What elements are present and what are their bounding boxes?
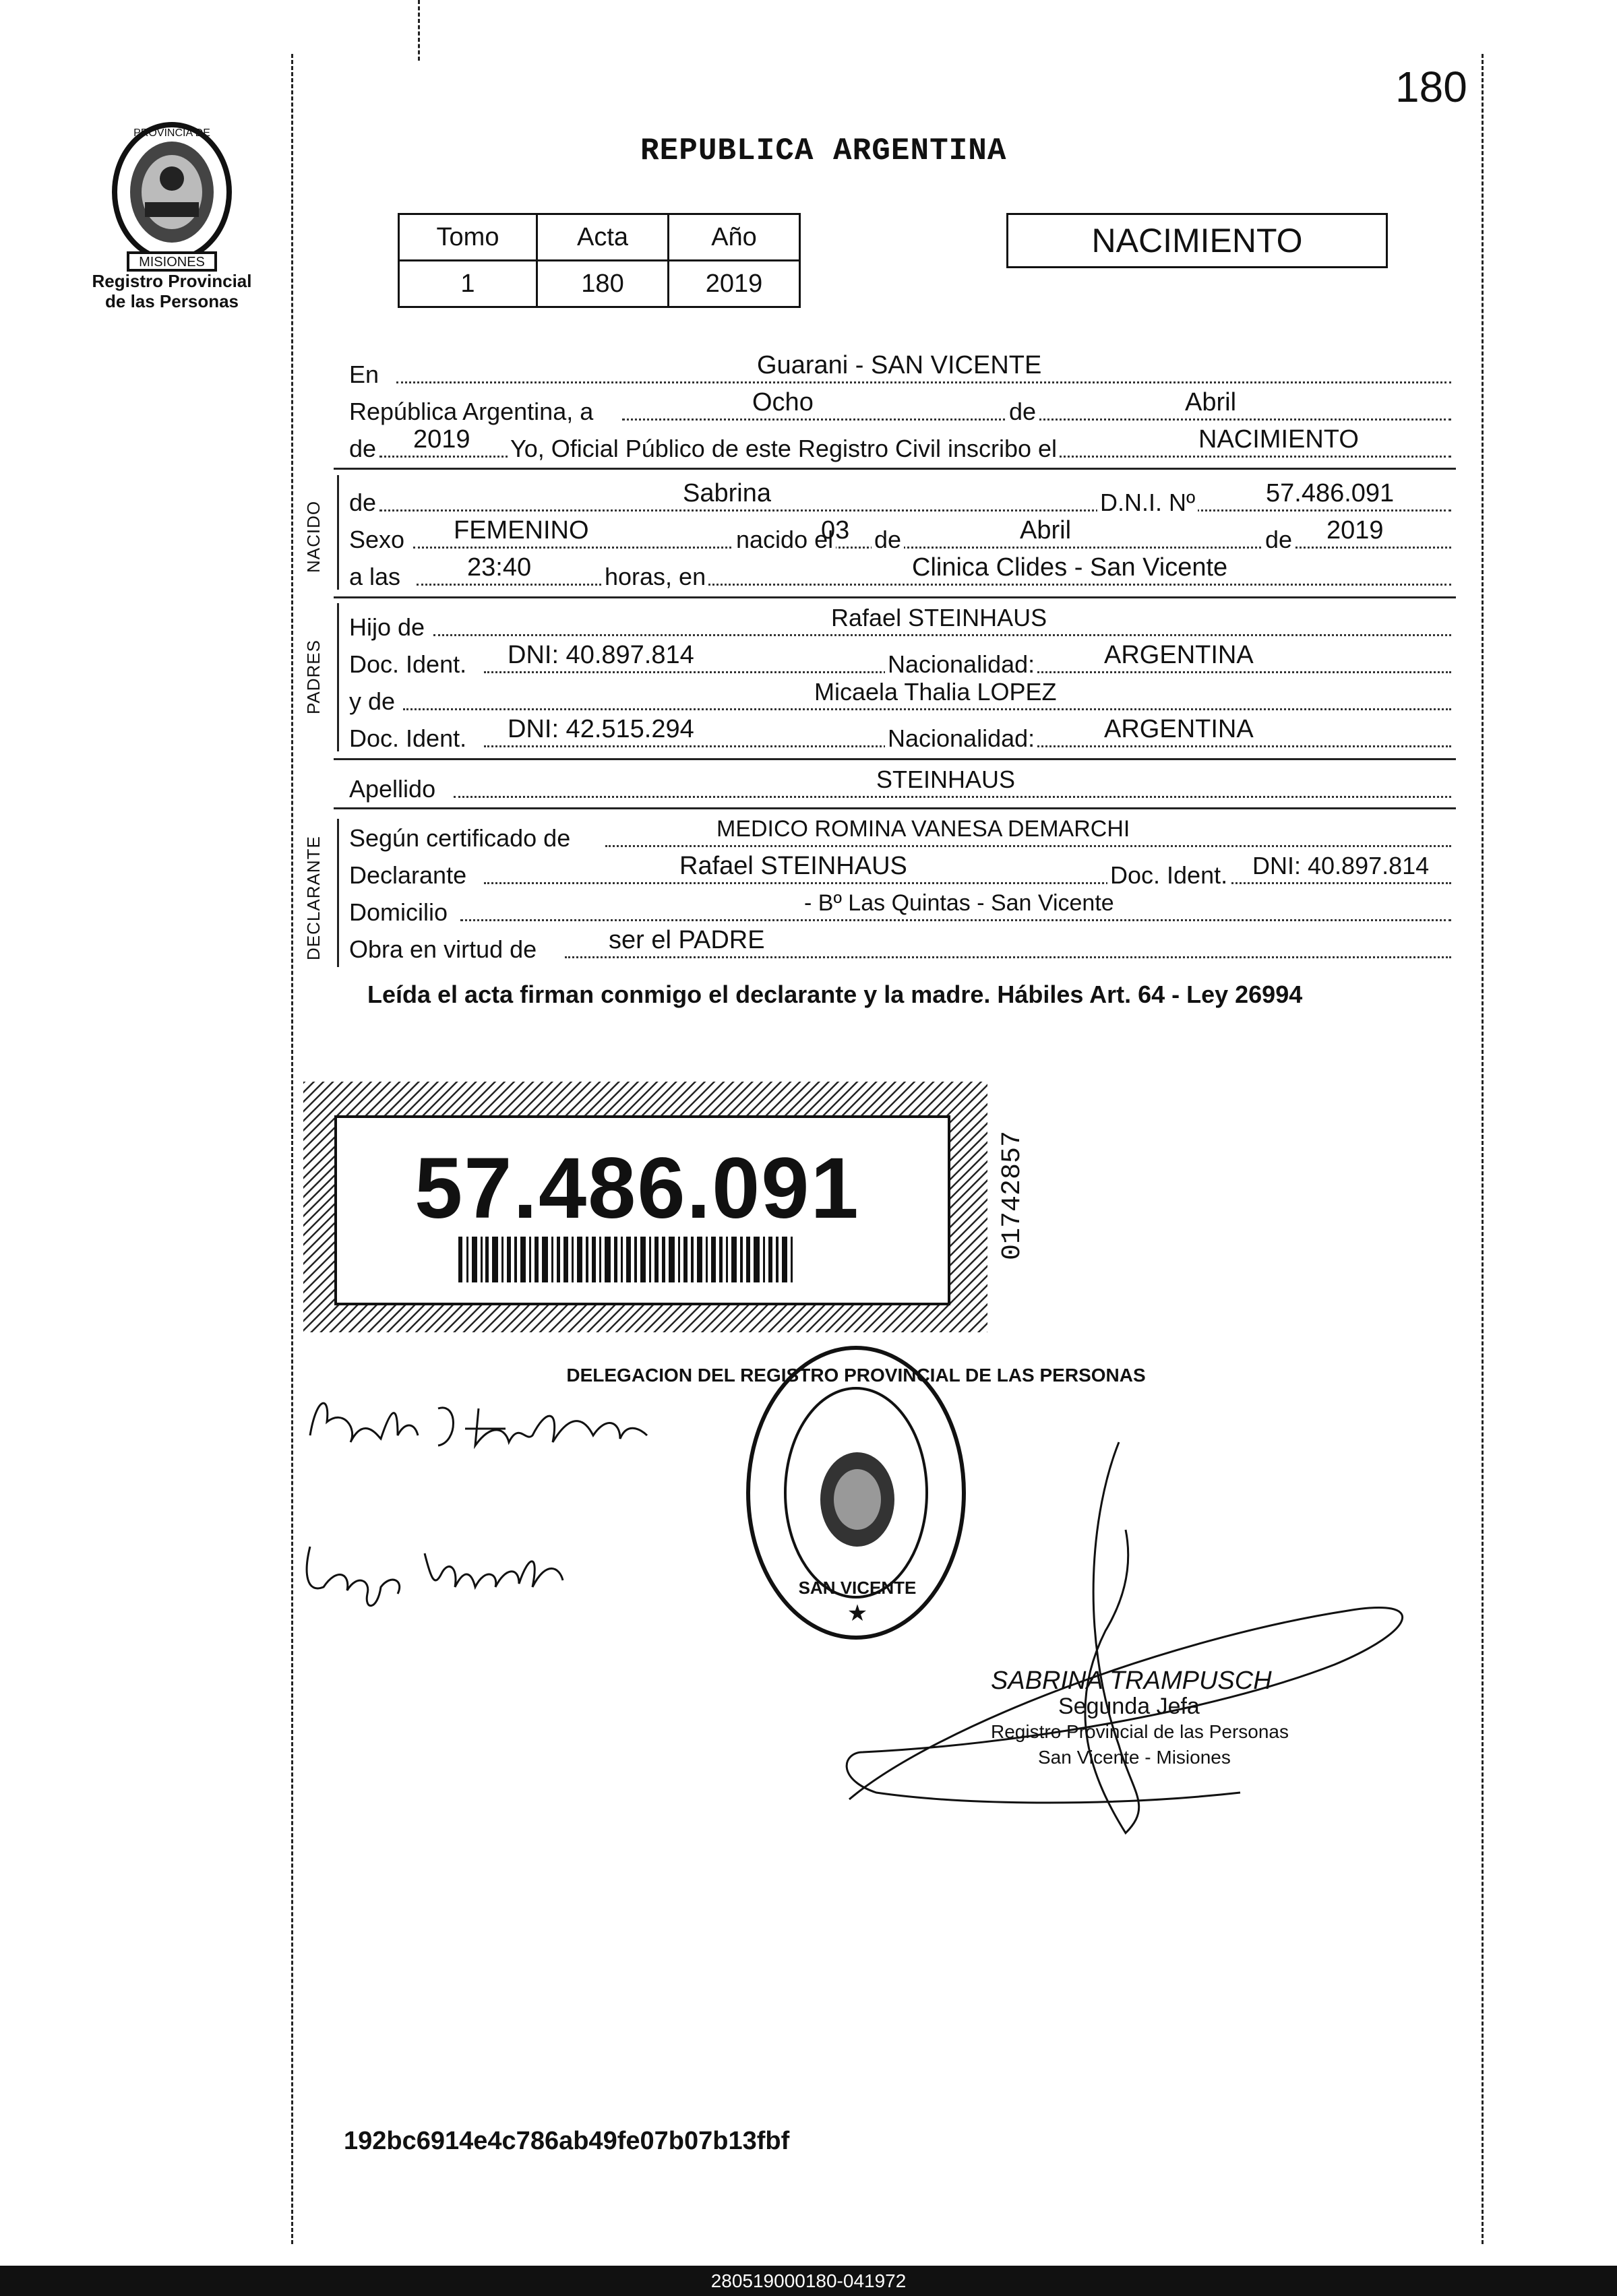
label-de-birth-year: de (1262, 522, 1295, 557)
section-bar-declarante (337, 819, 339, 967)
table-header-tomo: Tomo (399, 214, 537, 261)
label-declarante: Declarante (349, 861, 467, 889)
label-de-name: de (349, 489, 377, 516)
value-time: 23:40 (467, 553, 532, 582)
value-capacity: ser el PADRE (609, 926, 765, 954)
sticker-serial: 01742857 (998, 1130, 1028, 1260)
label-horas-en: horas, en (602, 559, 708, 594)
row-surname (349, 766, 1455, 807)
svg-text:PROVINCIA DE: PROVINCIA DE (133, 127, 210, 139)
table-header-acta: Acta (537, 214, 669, 261)
father-signature (303, 1382, 681, 1462)
dni-security-sticker (303, 1082, 1028, 1332)
label-nacionalidad-mother: Nacionalidad: (885, 721, 1037, 756)
value-record: NACIMIENTO (1198, 425, 1359, 454)
value-father-doc: DNI: 40.897.814 (508, 641, 694, 669)
value-dni: 57.486.091 (1266, 479, 1395, 507)
seal-outer-text: DELEGACION DEL REGISTRO PROVINCIAL DE LAS PERSONAS (566, 1365, 1146, 1386)
section-divider (334, 596, 1456, 598)
right-frame-line (1482, 54, 1484, 2244)
row-mother-doc (349, 715, 1455, 756)
value-mother: Micaela Thalia LOPEZ (814, 678, 1057, 706)
row-year (349, 425, 1455, 466)
table-value-acta: 180 (537, 261, 669, 307)
side-label-nacido: NACIDO (303, 500, 324, 573)
section-divider (334, 468, 1456, 470)
value-father: Rafael STEINHAUS (831, 604, 1047, 631)
side-label-declarante: DECLARANTE (303, 836, 324, 960)
table-header-ano: Año (669, 214, 800, 261)
value-birth-place: Clinica Clides - San Vicente (912, 553, 1228, 582)
side-label-padres: PADRES (303, 640, 324, 714)
value-surname: STEINHAUS (876, 766, 1016, 793)
closing-statement: Leída el acta firman conmigo el declarante y la madre. Hábiles Art. 64 - Ley 26994 (367, 981, 1303, 1008)
record-type-box: NACIMIENTO (1006, 213, 1388, 268)
table-value-row (399, 261, 800, 307)
logo-caption (81, 271, 263, 311)
value-mother-doc: DNI: 42.515.294 (508, 715, 694, 743)
svg-text:MISIONES: MISIONES (139, 255, 205, 270)
footer-code-bar (0, 2266, 1617, 2296)
row-place (349, 351, 1455, 392)
label-doc-ident-declarant: Doc. Ident. (1107, 858, 1230, 893)
value-certificate: MEDICO ROMINA VANESA DEMARCHI (716, 816, 1130, 842)
signer-name: SABRINA TRAMPUSCH (991, 1667, 1272, 1695)
value-mother-nat: ARGENTINA (1104, 715, 1254, 743)
label-yo: Yo, Oficial Público de este Registro Civil inscribo el (508, 431, 1060, 466)
value-birth-day: 03 (821, 516, 850, 545)
label-de-year: de (349, 435, 377, 462)
mother-signature (297, 1526, 580, 1614)
label-doc-ident-mother: Doc. Ident. (349, 724, 467, 752)
label-de-birth-month: de (872, 522, 904, 557)
label-a-las: a las (349, 563, 401, 590)
value-name: Sabrina (683, 479, 771, 507)
label-nacido-el: nacido el (733, 522, 836, 557)
value-month: Abril (1185, 388, 1237, 416)
section-bar-padres (337, 603, 339, 751)
official-signature (836, 1429, 1429, 1847)
value-birth-year: 2019 (1326, 516, 1384, 545)
row-address (349, 890, 1455, 930)
value-place: Guarani - SAN VICENTE (757, 351, 1042, 379)
document-hash: 192bc6914e4c786ab49fe07b07b13fbf (344, 2127, 790, 2155)
section-bar-nacido (337, 475, 339, 590)
label-apellido: Apellido (349, 775, 436, 803)
page-number: 180 (1395, 63, 1467, 111)
label-hijo-de: Hijo de (349, 613, 425, 641)
value-declarant-doc: DNI: 40.897.814 (1252, 852, 1430, 879)
logo-caption-line1: Registro Provincial (92, 271, 252, 291)
logo-caption-line2: de las Personas (105, 291, 239, 311)
seal-inner-text: SAN VICENTE (798, 1578, 917, 1598)
sticker-number: 57.486.091 (415, 1140, 860, 1237)
label-nacionalidad-father: Nacionalidad: (885, 647, 1037, 682)
label-de-month: de (1006, 394, 1039, 429)
label-domicilio: Domicilio (349, 898, 448, 926)
value-father-nat: ARGENTINA (1104, 641, 1254, 669)
value-address: - Bº Las Quintas - San Vicente (804, 890, 1114, 916)
value-year: 2019 (413, 425, 470, 454)
label-republica: República Argentina, a (349, 398, 594, 425)
value-declarant: Rafael STEINHAUS (679, 852, 907, 880)
seal-star-icon: ★ (847, 1601, 868, 1626)
table-header-row (399, 214, 800, 261)
row-capacity (349, 926, 1455, 967)
table-value-ano: 2019 (669, 261, 800, 307)
document-title: REPUBLICA ARGENTINA (640, 133, 1007, 168)
table-value-tomo: 1 (399, 261, 537, 307)
row-time (349, 553, 1455, 594)
signer-role: Segunda Jefa (1058, 1694, 1200, 1719)
top-tick-line (418, 0, 420, 61)
footer-code: 280519000180-041972 (710, 2270, 907, 2291)
value-birth-month: Abril (1020, 516, 1072, 545)
signer-office-line2: San Vicente - Misiones (1038, 1747, 1231, 1768)
label-en: En (349, 361, 379, 388)
signer-office-line1: Registro Provincial de las Personas (991, 1721, 1289, 1742)
label-y-de: y de (349, 687, 396, 715)
left-frame-line (291, 54, 293, 2244)
value-day: Ocho (752, 388, 814, 416)
section-divider (334, 807, 1456, 809)
label-obra: Obra en virtud de (349, 935, 537, 963)
signer-block (991, 1668, 1301, 1770)
label-dni: D.N.I. Nº (1097, 485, 1198, 520)
label-sexo: Sexo (349, 526, 405, 553)
province-seal-logo (101, 115, 243, 276)
label-doc-ident-father: Doc. Ident. (349, 650, 467, 678)
value-sex: FEMENINO (454, 516, 589, 545)
section-divider (334, 758, 1456, 760)
register-table (398, 213, 801, 308)
label-segun: Según certificado de (349, 824, 571, 852)
